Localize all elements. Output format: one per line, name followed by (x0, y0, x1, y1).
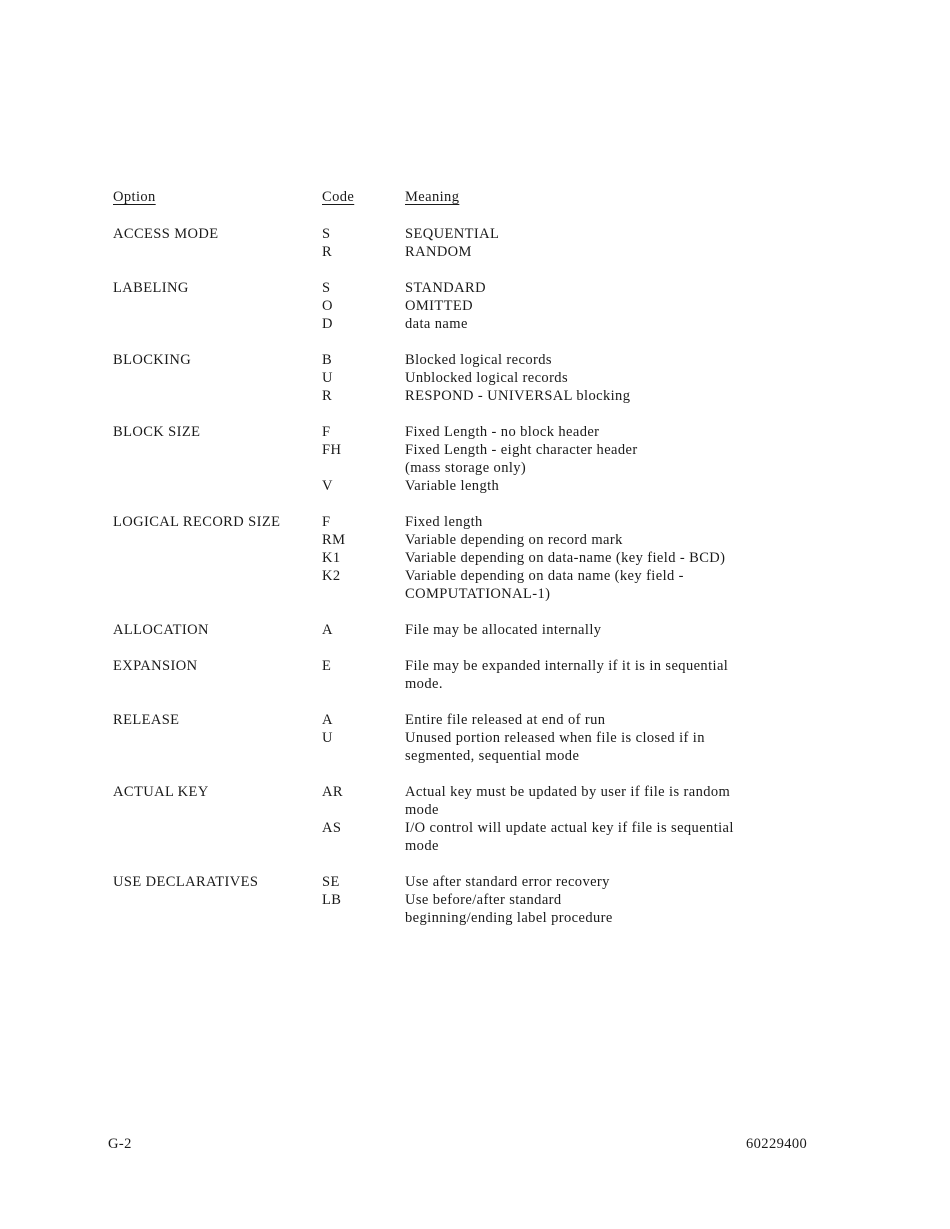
option-row (0, 657, 950, 693)
meaning-text (405, 873, 825, 891)
option-name: EXPANSION (113, 658, 198, 674)
meaning-header: Meaning (405, 189, 460, 205)
option-name: ALLOCATION (113, 622, 209, 638)
meaning-text (405, 243, 825, 261)
code-value: U (322, 730, 333, 746)
option-row (0, 279, 950, 333)
code-entry (0, 279, 950, 297)
meaning-text (405, 369, 825, 387)
meaning-line: RESPOND - UNIVERSAL blocking (405, 388, 631, 404)
code-entry (0, 297, 950, 315)
code-value: A (322, 712, 333, 728)
meaning-text (405, 621, 825, 639)
code-value: AR (322, 784, 343, 800)
code-value: F (322, 514, 331, 530)
meaning-line: File may be expanded internally if it is in sequential (405, 658, 729, 674)
code-value: K1 (322, 550, 341, 566)
option-name: LABELING (113, 280, 189, 296)
code-value: FH (322, 442, 342, 458)
option-entries (0, 423, 950, 495)
code-value: R (322, 244, 333, 260)
option-name: LOGICAL RECORD SIZE (113, 514, 281, 530)
option-row (0, 621, 950, 639)
code-entry (0, 369, 950, 387)
option-entries (0, 783, 950, 855)
meaning-text (405, 279, 825, 297)
meaning-line: mode (405, 838, 439, 854)
code-value: B (322, 352, 333, 368)
meaning-text (405, 387, 825, 405)
code-entry (0, 657, 950, 693)
option-header: Option (113, 189, 156, 205)
code-value: U (322, 370, 333, 386)
meaning-text (405, 549, 825, 567)
option-row (0, 351, 950, 405)
code-entry (0, 477, 950, 495)
code-value: O (322, 298, 333, 314)
meaning-line: Variable depending on data name (key field - (405, 568, 684, 584)
meaning-line: Variable length (405, 478, 500, 494)
code-entry (0, 729, 950, 765)
option-row (0, 225, 950, 261)
code-entry (0, 531, 950, 549)
meaning-line: OMITTED (405, 298, 474, 314)
code-entry (0, 891, 950, 927)
meaning-text (405, 819, 825, 855)
code-entry (0, 567, 950, 603)
meaning-line: Variable depending on data-name (key field - BCD) (405, 550, 726, 566)
options-table (0, 225, 950, 927)
code-header: Code (322, 189, 355, 205)
code-entry (0, 315, 950, 333)
option-row (0, 783, 950, 855)
meaning-line: RANDOM (405, 244, 472, 260)
code-entry (0, 387, 950, 405)
meaning-line: I/O control will update actual key if file is sequential (405, 820, 734, 836)
code-value: SE (322, 874, 340, 890)
option-entries (0, 711, 950, 765)
option-row (0, 873, 950, 927)
meaning-line: STANDARD (405, 280, 486, 296)
option-row (0, 513, 950, 603)
meaning-line: mode (405, 802, 439, 818)
option-entries (0, 279, 950, 333)
code-entry (0, 225, 950, 243)
meaning-line: COMPUTATIONAL-1) (405, 586, 551, 602)
meaning-text (405, 513, 825, 531)
option-entries (0, 513, 950, 603)
meaning-text (405, 783, 825, 819)
meaning-text (405, 225, 825, 243)
option-name: BLOCK SIZE (113, 424, 201, 440)
code-entry (0, 243, 950, 261)
code-value: AS (322, 820, 342, 836)
meaning-text (405, 711, 825, 729)
code-entry (0, 711, 950, 729)
code-entry (0, 819, 950, 855)
code-entry (0, 441, 950, 477)
code-entry (0, 621, 950, 639)
code-value: F (322, 424, 331, 440)
meaning-line: SEQUENTIAL (405, 226, 500, 242)
code-value: A (322, 622, 333, 638)
meaning-text (405, 657, 825, 693)
meaning-line: Use after standard error recovery (405, 874, 610, 890)
document-number: 60229400 (746, 1136, 808, 1152)
meaning-line: Entire file released at end of run (405, 712, 606, 728)
code-value: R (322, 388, 333, 404)
meaning-line: Unblocked logical records (405, 370, 569, 386)
meaning-line: segmented, sequential mode (405, 748, 580, 764)
code-value: V (322, 478, 333, 494)
meaning-line: Actual key must be updated by user if file is random (405, 784, 731, 800)
meaning-text (405, 477, 825, 495)
option-entries (0, 225, 950, 261)
option-name: ACCESS MODE (113, 226, 219, 242)
code-value: LB (322, 892, 342, 908)
option-name: RELEASE (113, 712, 180, 728)
code-entry (0, 423, 950, 441)
page-number: G-2 (108, 1136, 132, 1152)
option-name: ACTUAL KEY (113, 784, 209, 800)
code-value: S (322, 280, 331, 296)
meaning-text (405, 297, 825, 315)
meaning-text (405, 441, 825, 477)
code-entry (0, 351, 950, 369)
code-entry (0, 513, 950, 531)
code-value: E (322, 658, 332, 674)
meaning-line: Blocked logical records (405, 352, 552, 368)
option-row (0, 711, 950, 765)
meaning-line: Fixed Length - no block header (405, 424, 600, 440)
meaning-line: (mass storage only) (405, 460, 527, 476)
code-value: D (322, 316, 333, 332)
meaning-line: Fixed length (405, 514, 483, 530)
code-value: RM (322, 532, 346, 548)
option-entries (0, 657, 950, 693)
meaning-line: Variable depending on record mark (405, 532, 623, 548)
meaning-line: mode. (405, 676, 443, 692)
meaning-text (405, 315, 825, 333)
meaning-text (405, 567, 825, 603)
meaning-line: File may be allocated internally (405, 622, 602, 638)
meaning-text (405, 729, 825, 765)
option-entries (0, 351, 950, 405)
code-entry (0, 783, 950, 819)
meaning-text (405, 423, 825, 441)
meaning-line: Unused portion released when file is closed if in (405, 730, 705, 746)
option-name: USE DECLARATIVES (113, 874, 259, 890)
meaning-text (405, 351, 825, 369)
meaning-line: Use before/after standard (405, 892, 562, 908)
option-row (0, 423, 950, 495)
meaning-line: beginning/ending label procedure (405, 910, 613, 926)
code-value: K2 (322, 568, 341, 584)
option-entries (0, 873, 950, 927)
meaning-text (405, 891, 825, 927)
option-name: BLOCKING (113, 352, 192, 368)
meaning-line: Fixed Length - eight character header (405, 442, 638, 458)
code-entry (0, 873, 950, 891)
meaning-text (405, 531, 825, 549)
option-entries (0, 621, 950, 639)
code-entry (0, 549, 950, 567)
meaning-line: data name (405, 316, 468, 332)
code-value: S (322, 226, 331, 242)
